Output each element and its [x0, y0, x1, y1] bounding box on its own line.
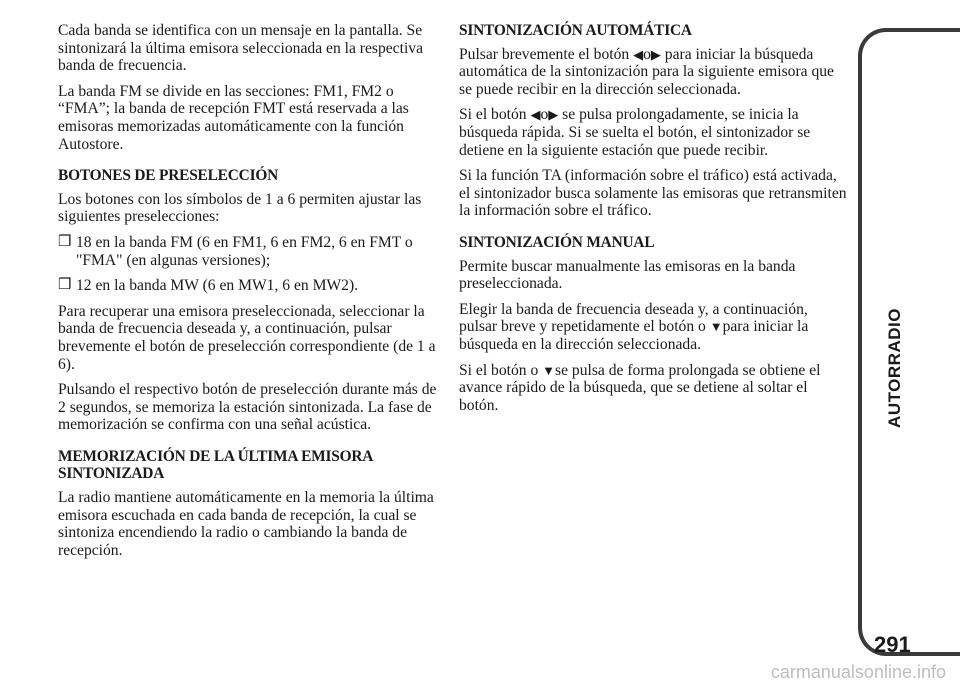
- list-item-text: 12 en la banda MW (6 en MW1, 6 en MW2).: [76, 277, 359, 295]
- paragraph-manual-fast: [459, 362, 847, 415]
- down-arrow-icon: ▼: [709, 319, 723, 335]
- text-run: o: [643, 45, 651, 63]
- heading-last-station-memory: MEMORIZACIÓN DE LA ÚLTIMA EMISORA SINTONIZADA: [58, 447, 373, 483]
- down-arrow-icon: ▼: [542, 362, 556, 378]
- heading-preset-buttons: BOTONES DE PRESELECCIÓN: [58, 167, 279, 185]
- paragraph-band-identification: Cada banda se identifica con un mensaje en la pantalla. Se sintonizará la última emisora seleccionada en la respectiva banda de frecuencia.: [58, 22, 423, 75]
- section-side-tab: [858, 28, 960, 656]
- text-run: Pulsar brevemente el botón: [459, 45, 634, 63]
- watermark: carmanualsonline.info: [770, 662, 946, 682]
- list-item: [58, 234, 446, 269]
- left-column: [58, 22, 446, 567]
- text-run: para iniciar la búsqueda en la dirección seleccionada.: [459, 318, 809, 353]
- right-arrow-icon: ▶: [548, 107, 559, 123]
- page-number: 291: [874, 632, 911, 657]
- paragraph-preset-intro: Los botones con los símbolos de 1 a 6 permiten ajustar las siguientes preselecciones:: [58, 190, 422, 226]
- paragraph-fast-search: [459, 106, 847, 159]
- paragraph-last-station: La radio mantiene automáticamente en la memoria la última emisora escuchada en cada banda de recepción, la cual se sintoniza encendiendo la radio o cambiando la banda de recepción.: [58, 489, 434, 559]
- text-run: o: [540, 106, 549, 124]
- paragraph-recall-preset: Para recuperar una emisora preseleccionada, seleccionar la banda de frecuencia deseada y, a continuación, pulsar brevemente el botón de preselección correspondiente (de 1 a 6).: [58, 302, 436, 373]
- list-item-text: 18 en la banda FM (6 en FM1, 6 en FM2, 6 en FMT o "FMA" (en algunas versiones);: [76, 233, 413, 269]
- heading-manual-tuning: SINTONIZACIÓN MANUAL: [459, 233, 655, 251]
- text-run: Si el botón: [459, 106, 531, 124]
- left-arrow-icon: ◀: [633, 46, 644, 62]
- section-label-text: AUTORRADIO: [885, 308, 904, 428]
- right-arrow-icon: ▶: [650, 46, 661, 62]
- paragraph-fm-sections: La banda FM se divide en las secciones: FM1, FM2 o “FMA”; la banda de recepción FMT está reservada a las emisoras memorizadas automáticamente con la función Autostore.: [58, 82, 409, 153]
- paragraph-auto-tuning: [459, 46, 847, 99]
- checkbox-bullet-icon: ❒: [58, 277, 72, 294]
- left-arrow-icon: ◀: [530, 107, 541, 123]
- paragraph-manual-steps: [459, 301, 847, 354]
- text-run: para iniciar la búsqueda automática de la sintonización para la siguiente emisora que se puede recibir en la dirección seleccionada.: [459, 45, 834, 98]
- text-run: Si el botón o: [459, 361, 543, 379]
- text-run: se pulsa prolongadamente, se inicia la búsqueda rápida. Si se suelta el botón, el sintonizador se detiene en la siguiente estación que puede recibir.: [459, 106, 811, 159]
- paragraph-store-preset: Pulsando el respectivo botón de preselección durante más de 2 segundos, se memoriza la estación sintonizada. La fase de memorización se confirma con una señal acústica.: [58, 381, 437, 434]
- paragraph-traffic-info: Si la función TA (información sobre el tráfico) está activada, el sintonizador busca solamente las emisoras que retransmiten la información sobre el tráfico.: [459, 167, 847, 220]
- right-column: [459, 22, 847, 422]
- paragraph-manual-intro: Permite buscar manualmente las emisoras en la banda preseleccionada.: [459, 257, 796, 293]
- checkbox-bullet-icon: ❒: [58, 233, 72, 250]
- text-run: Elegir la banda de frecuencia deseada y, a continuación, pulsar breve y repetidamente el botón o: [459, 300, 808, 336]
- text-run: se pulsa de forma prolongada se obtiene el avance rápido de la búsqueda, que se detiene al soltar el botón.: [459, 361, 821, 414]
- list-item: [58, 277, 446, 295]
- heading-auto-tuning: SINTONIZACIÓN AUTOMÁTICA: [459, 22, 692, 39]
